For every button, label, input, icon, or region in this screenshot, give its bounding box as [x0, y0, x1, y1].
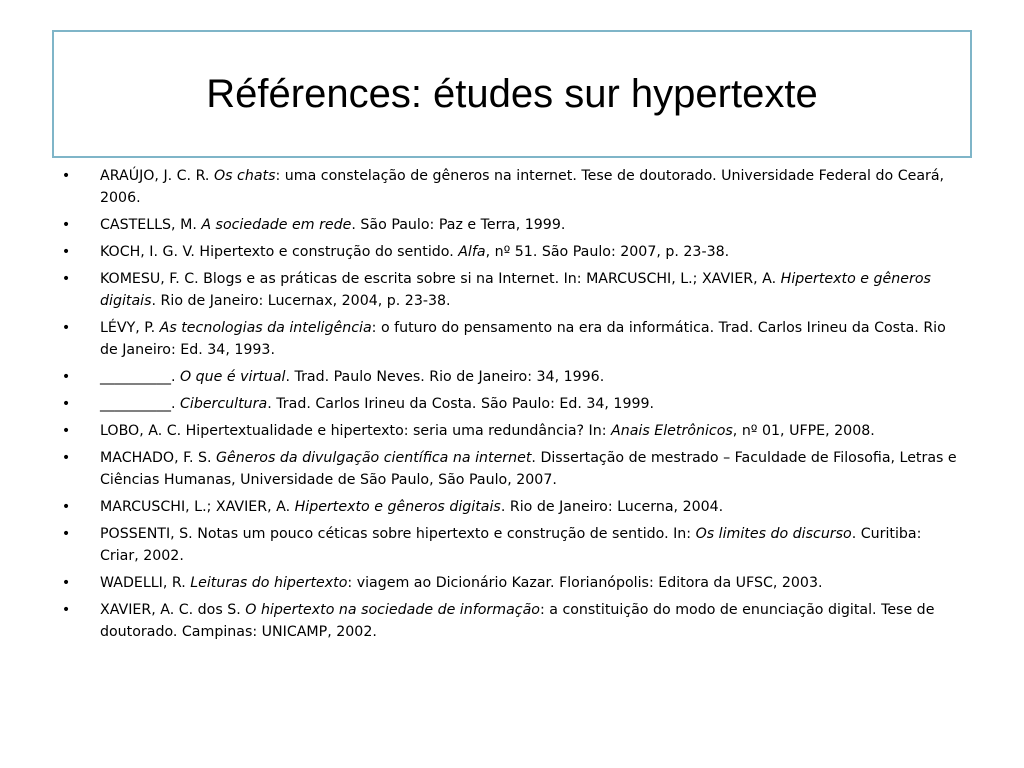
reference-text: . Trad. Carlos Irineu da Costa. São Paulo: Ed. 34, 1999.	[267, 396, 655, 412]
bullet: •	[61, 396, 71, 412]
reference-title: Leituras do hipertexto	[190, 575, 348, 591]
reference-item	[60, 393, 960, 415]
reference-item	[60, 599, 960, 643]
title-box	[52, 30, 972, 158]
reference-title: A sociedade em rede	[201, 217, 352, 233]
reference-title: As tecnologias da inteligência	[159, 320, 372, 336]
bullet: •	[61, 320, 71, 336]
reference-text: : a constituição do modo de enunciação digital. Tese de doutorado. Campinas: UNICAMP, 2002.	[100, 602, 935, 640]
reference-text: : uma constelação de gêneros na internet. Tese de doutorado. Universidade Federal do Ceará, 2006.	[100, 168, 945, 206]
reference-title: O que é virtual	[179, 369, 286, 385]
reference-item	[60, 165, 960, 209]
bullet: •	[61, 217, 71, 233]
reference-item	[60, 447, 960, 491]
reference-text: MACHADO, F. S.	[100, 450, 217, 466]
reference-title: Os limites do discurso	[695, 526, 852, 542]
reference-text: . Trad. Paulo Neves. Rio de Janeiro: 34, 1996.	[285, 369, 605, 385]
reference-text: : viagem ao Dicionário Kazar. Florianópolis: Editora da UFSC, 2003.	[347, 575, 823, 591]
reference-text: . São Paulo: Paz e Terra, 1999.	[351, 217, 566, 233]
reference-title: Anais Eletrônicos	[611, 423, 733, 439]
reference-title: O hipertexto na sociedade de informação	[245, 602, 540, 618]
reference-text: MARCUSCHI, L.; XAVIER, A.	[100, 499, 295, 515]
bullet: •	[61, 602, 71, 618]
references-list	[60, 165, 960, 648]
reference-item	[60, 241, 960, 263]
slide-title: Références: études sur hypertexte	[206, 71, 818, 116]
reference-text: KOMESU, F. C. Blogs e as práticas de escrita sobre si na Internet. In: MARCUSCHI, L.; XAVIER, A.	[100, 271, 781, 287]
reference-title: Os chats	[213, 168, 276, 184]
bullet: •	[61, 575, 71, 591]
reference-text: . Rio de Janeiro: Lucerna, 2004.	[500, 499, 724, 515]
reference-text: . Dissertação de mestrado – Faculdade de Filosofia, Letras e Ciências Humanas, Universidade de São Paulo, São Paulo, 2007.	[100, 450, 957, 488]
reference-title: Hipertexto e gêneros digitais	[100, 271, 931, 309]
bullet: •	[61, 499, 71, 515]
reference-item	[60, 420, 960, 442]
bullet: •	[61, 369, 71, 385]
reference-text: ARAÚJO, J. C. R.	[100, 168, 214, 184]
reference-text: LOBO, A. C. Hipertextualidade e hipertexto: seria uma redundância? In:	[100, 423, 612, 439]
bullet: •	[61, 244, 71, 260]
bullet: •	[61, 450, 71, 466]
reference-title: Alfa	[458, 244, 486, 260]
reference-text: , nº 01, UFPE, 2008.	[732, 423, 875, 439]
reference-text: __________.	[100, 396, 180, 412]
reference-item	[60, 366, 960, 388]
reference-text: : o futuro do pensamento na era da informática. Trad. Carlos Irineu da Costa. Rio de Janeiro: Ed. 34, 1993.	[100, 320, 946, 358]
bullet: •	[61, 423, 71, 439]
reference-text: WADELLI, R.	[100, 575, 191, 591]
reference-item	[60, 268, 960, 312]
reference-text: __________.	[100, 369, 180, 385]
reference-text: CASTELLS, M.	[100, 217, 202, 233]
reference-text: XAVIER, A. C. dos S.	[100, 602, 246, 618]
reference-title: Cibercultura	[179, 396, 268, 412]
reference-title: Hipertexto e gêneros digitais	[294, 499, 501, 515]
reference-title: Gêneros da divulgação científica na internet	[216, 450, 532, 466]
bullet: •	[61, 526, 71, 542]
reference-item	[60, 523, 960, 567]
reference-item	[60, 572, 960, 594]
reference-item	[60, 496, 960, 518]
reference-text: . Rio de Janeiro: Lucernax, 2004, p. 23-38.	[151, 293, 451, 309]
reference-item	[60, 317, 960, 361]
reference-text: KOCH, I. G. V. Hipertexto e construção do sentido.	[100, 244, 459, 260]
reference-text: POSSENTI, S. Notas um pouco céticas sobre hipertexto e construção de sentido. In:	[100, 526, 696, 542]
reference-item	[60, 214, 960, 236]
reference-text: LÉVY, P.	[100, 320, 160, 336]
bullet: •	[61, 168, 71, 184]
reference-text: . Curitiba: Criar, 2002.	[100, 526, 922, 564]
bullet: •	[61, 271, 71, 287]
reference-text: , nº 51. São Paulo: 2007, p. 23-38.	[485, 244, 730, 260]
